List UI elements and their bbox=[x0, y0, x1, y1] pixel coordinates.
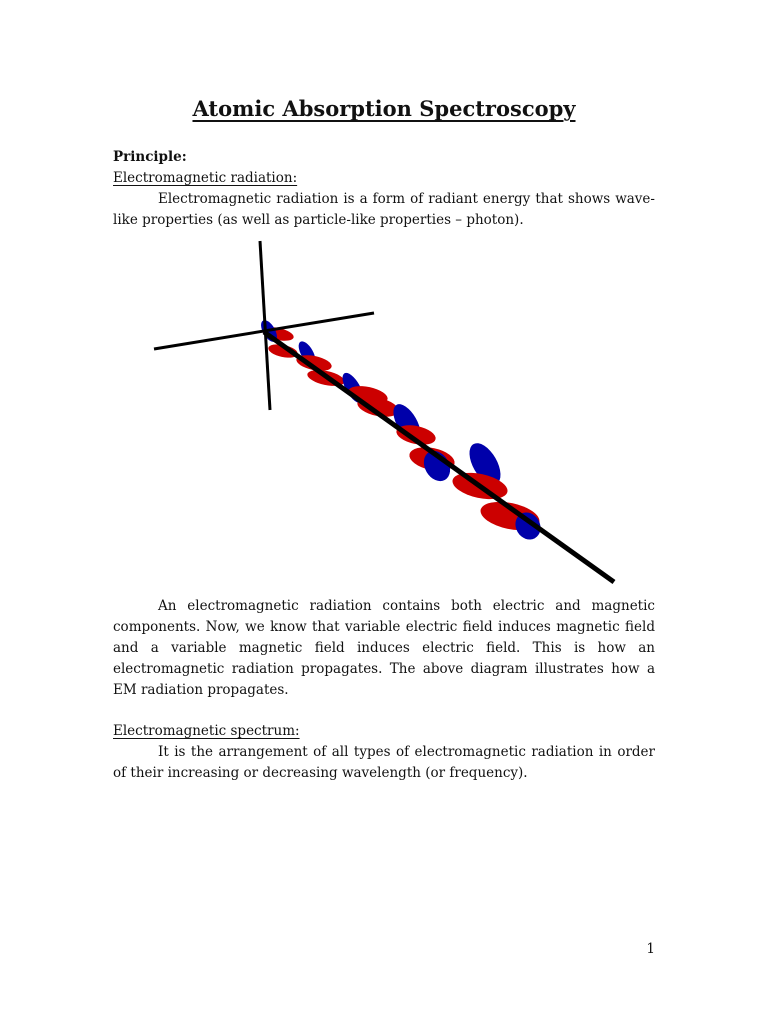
principle-heading: Principle: bbox=[113, 149, 187, 165]
principle-section bbox=[113, 147, 655, 231]
em-spectrum-paragraph: It is the arrangement of all types of electromagnetic radiation in order of their increasing or decreasing wavelength (or frequency). bbox=[113, 744, 655, 781]
em-spectrum-heading: Electromagnetic spectrum: bbox=[113, 723, 300, 739]
em-wave-diagram bbox=[150, 238, 620, 590]
propagation-paragraph: An electromagnetic radiation contains both electric and magnetic components. Now, we know that variable electric field induces magnetic field and a variable magnetic field induces electric field. This is how an electromagnetic radiation propagates. The above diagram illustrates how a EM radiation propagates. bbox=[113, 598, 655, 698]
propagation-section bbox=[113, 596, 655, 701]
propagation-axis bbox=[264, 332, 614, 582]
em-radiation-paragraph: Electromagnetic radiation is a form of radiant energy that shows wave-like properties (as well as particle-like properties – photon). bbox=[113, 191, 655, 228]
em-spectrum-section bbox=[113, 721, 655, 784]
document-title: Atomic Absorption Spectroscopy bbox=[192, 96, 576, 121]
em-radiation-heading: Electromagnetic radiation: bbox=[113, 170, 298, 186]
page-number: 1 bbox=[646, 941, 655, 957]
